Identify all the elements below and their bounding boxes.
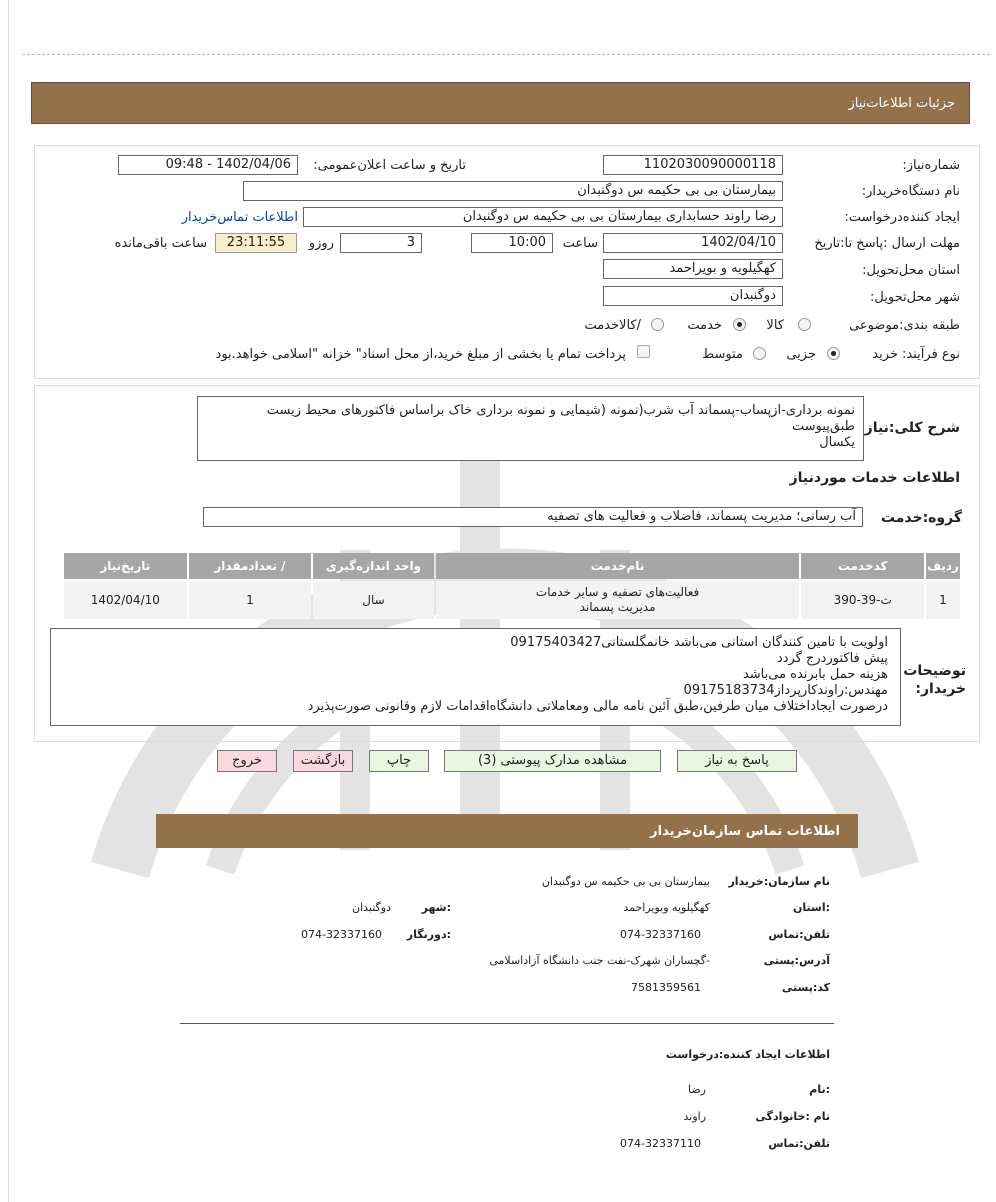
col-service-code: کدخدمت [801,553,924,579]
category-goods-radio[interactable] [798,318,811,331]
reply-button[interactable]: پاسخ به نیاز [677,750,797,772]
buyer-notes-label: توضیحات خریدار: [903,663,966,697]
fax-label: :دورنگار [406,928,451,941]
contact-title: اطلاعات تماس سازمان‌خریدار [650,824,840,839]
col-need-date: تاریخ‌نیاز [64,553,187,579]
cell-unit: سال [313,581,434,619]
process-medium-radio[interactable] [753,347,766,360]
contact-province-value: کهگیلویه وبویراحمد [623,901,710,914]
announce-field: 1402/04/06 - 09:48 [118,155,298,175]
creator-phone-label: تلفن:تماس [768,1137,830,1150]
cell-need-date: 1402/04/10 [64,581,187,619]
deadline-time-field: 10:00 [471,233,553,253]
page-left-border [8,0,9,1202]
contact-city-label: :شهر [421,901,451,914]
announce-label: تاریخ و ساعت اعلان‌عمومی: [313,158,466,173]
notes-line: پیش فاکتوردرج گردد [776,651,888,666]
province-field: کهگیلویه و بویراحمد [603,259,783,279]
creator-name-value: رضا [687,1083,706,1096]
address-value: -گچساران شهرک-نفت جنب دانشگاه آزاداسلامی [489,954,710,967]
category-service-label: خدمت [687,318,722,333]
cell-service-name: فعالیت‌های تصفیه و سایر خدمات مدیریت پسماند [436,581,800,619]
contact-city-value: دوگنبدان [352,901,391,914]
table-header-row [64,553,960,579]
description-line: طبق‌پیوست [791,419,855,434]
contact-province-label: :استان [793,901,830,914]
cell-service-code: ث-39-390 [801,581,924,619]
creator-field: رضا راوند حسابداری بیمارستان بی بی حکیمه س دوگنبدان [303,207,783,227]
need-no-field: 1102030090000118 [603,155,783,175]
cell-row-no: 1 [926,581,960,619]
attachments-button[interactable]: مشاهده مدارک پیوستی (3) [444,750,661,772]
org-value: بیمارستان بی بی حکیمه س دوگنبدان [541,875,710,888]
contact-phone-label: تلفن:تماس [768,928,830,941]
city-field: دوگنبدان [603,286,783,306]
org-label: نام سازمان:خریدار [728,875,830,888]
services-title: اطلاعات خدمات موردنیاز [789,470,960,486]
city-label: شهر محل‌تحویل: [870,290,960,305]
buyer-contact-link[interactable]: اطلاعات تماس‌خریدار [181,210,298,225]
description-line: یکسال [819,435,855,450]
notes-line: مهندس:راوندکارپرداز09175183734 [683,683,888,698]
section-divider [180,1023,834,1024]
postal-value: 7581359561 [631,981,701,994]
col-quantity: / تعدادمقدار [189,553,312,579]
creator-name-label: :نام [809,1083,830,1096]
category-label: طبقه بندی:موضوعی [849,318,960,333]
creator-phone-value: 074-32337110 [620,1137,701,1150]
group-field: آب رسانی؛ مدیریت پسماند، فاضلاب و فعالیت های تصفیه [203,507,863,527]
category-both-radio[interactable] [651,318,664,331]
postal-label: کد:پستی [781,981,830,994]
col-service-name: نام‌خدمت [436,553,800,579]
process-partial-radio[interactable] [827,347,840,360]
description-box [197,396,864,461]
days-label: روزو [308,236,334,251]
cell-quantity: 1 [189,581,312,619]
province-label: استان محل‌تحویل: [862,263,960,278]
fax-value: 074-32337160 [301,928,382,941]
hour-label: ساعت [562,236,598,251]
description-line: نمونه برداری-ازپساب-پسماند آب شرب(نمونه (شیمایی و نمونه برداری خاک براساس فاکتورهای محیط زیست [266,403,855,418]
buyer-notes-box [50,628,901,726]
description-label: شرح کلی:نیاز [864,420,960,436]
col-row-no: ردیف [926,553,960,579]
creator-label: ایجاد کننده‌درخواست: [844,210,960,225]
need-no-label: شماره‌نیاز: [902,158,960,173]
services-table [62,551,962,621]
back-button[interactable]: بازگشت [293,750,353,772]
col-unit: واحد اندازه‌گیری [313,553,434,579]
contact-header [156,814,858,848]
breadcrumb[interactable]: جزئیات اطلاعات‌نیاز [848,96,955,111]
remaining-field: 23:11:55 [215,233,297,253]
print-button[interactable]: چاپ [369,750,429,772]
category-both-label: /کالاخدمت [584,318,641,333]
process-partial-label: جزیی [786,347,816,362]
creator-info-title: اطلاعات ایجاد کننده:درخواست [665,1048,830,1061]
notes-line: هزینه حمل بابرنده می‌باشد [742,667,888,682]
group-label: گروه:خدمت [880,510,962,526]
top-divider [22,54,990,55]
category-service-radio[interactable] [733,318,746,331]
process-medium-label: متوسط [702,347,743,362]
treasury-payment-checkbox[interactable] [637,345,650,358]
buyer-field: بیمارستان بی بی حکیمه س دوگنبدان [243,181,783,201]
page-header [31,82,970,124]
deadline-date-field: 1402/04/10 [603,233,783,253]
payment-note: پرداخت تمام یا بخشی از مبلغ خرید،از محل اسناد" خزانه "اسلامی خواهد.بود [215,347,626,362]
process-label: نوع فرآیند: خرید [872,347,960,362]
buyer-label: نام دستگاه‌خریدار: [861,184,960,199]
remaining-label: ساعت باقی‌مانده [114,236,207,251]
address-label: آدرس:پستی [763,954,830,967]
category-goods-label: کالا [766,318,784,333]
table-row [64,581,960,619]
contact-phone-value: 074-32337160 [620,928,701,941]
deadline-label: مهلت ارسال :پاسخ تا:تاریخ [814,236,960,251]
creator-family-label: نام :خانوادگی [755,1110,830,1123]
notes-line: اولویت با تامین کنندگان استانی می‌باشد خانمگلستانی09175403427 [510,635,888,650]
exit-button[interactable]: خروج [217,750,277,772]
creator-family-value: راوند [683,1110,706,1123]
notes-line: درصورت ایجاداختلاف میان طرفین،طبق آئین نامه مالی ومعاملاتی دانشگاه‌اقدامات لازم وقانونی صورت‌پذیرد [307,699,888,714]
days-field: 3 [340,233,422,253]
